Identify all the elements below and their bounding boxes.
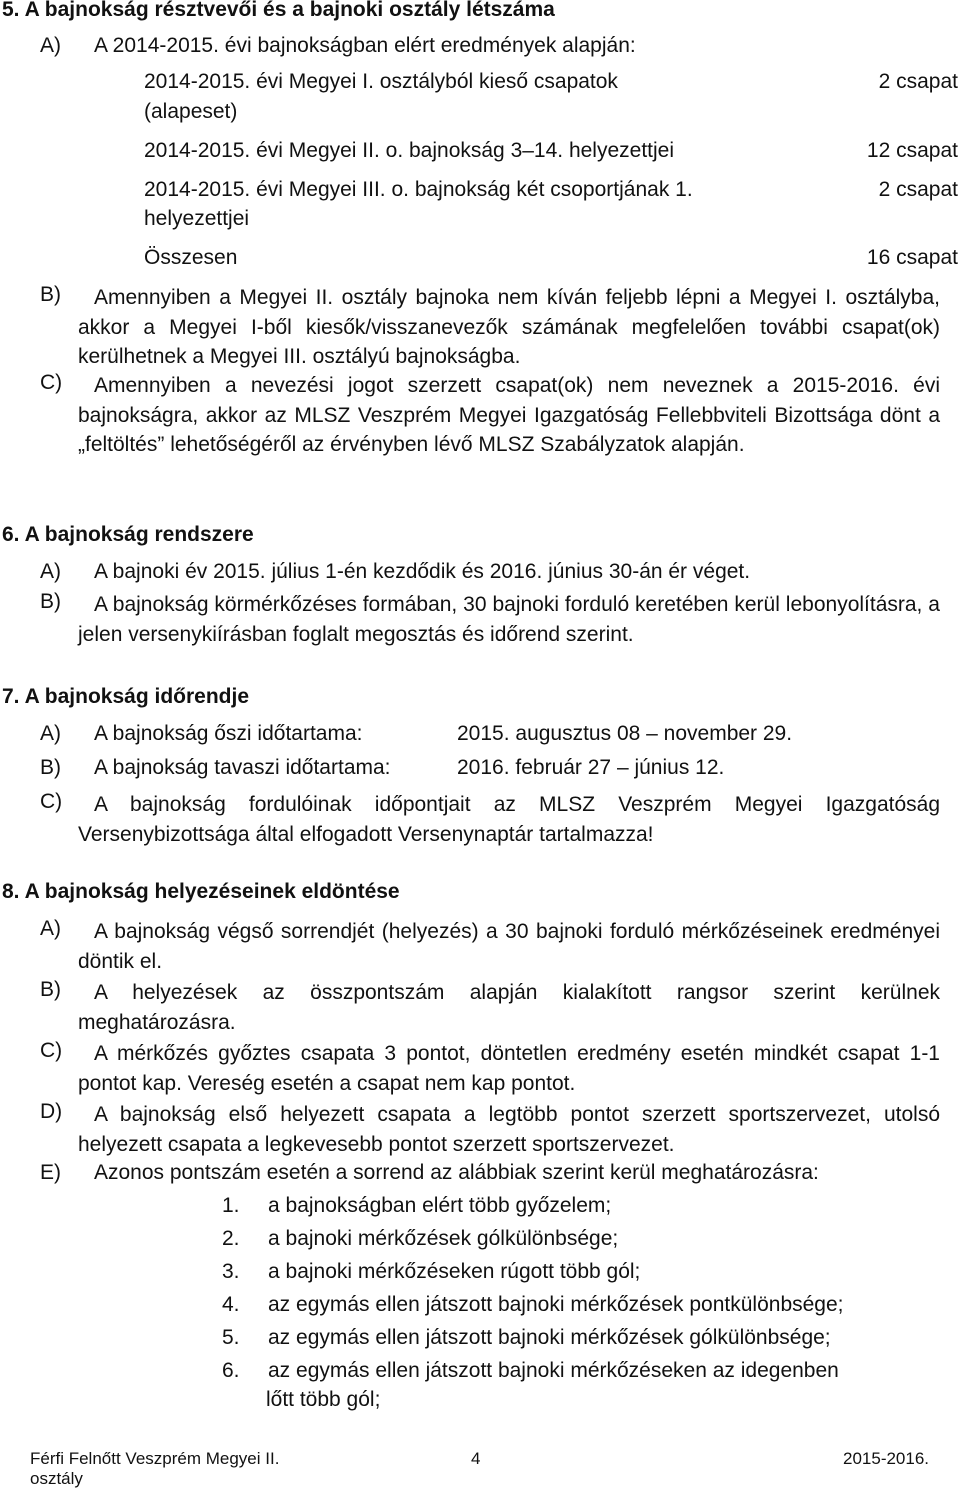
s5-row-3-label: 2014-2015. évi Megyei III. o. bajnokság két csoportjának 1. [144, 178, 693, 201]
s8-list-2-num: 2. [222, 1227, 240, 1250]
s8-c-label: C) [40, 1039, 63, 1062]
s5-b-text: Amennyiben a Megyei II. osztály bajnoka nem kíván feljebb lépni a Megyei I. osztályba, akkor a Megyei I-ből kiesők/visszanevezők számának megfelelően további csapat(ok) kerülhetnek a Megyei III. osztályú bajnokságba. [78, 286, 940, 369]
s7-a-text: A bajnokság őszi időtartama: [94, 722, 363, 745]
s8-list-6-text: az egymás ellen játszott bajnoki mérkőzéseken az idegenben [268, 1359, 839, 1382]
s8-list-4-text: az egymás ellen játszott bajnoki mérkőzések pontkülönbsége; [268, 1293, 844, 1316]
section-8-heading: 8. A bajnokság helyezéseinek eldöntése [2, 880, 400, 903]
s8-b-text: A helyezések az összpontszám alapján kialakított rangsor szerint kerülnek meghatározásra. [78, 981, 940, 1034]
s8-d-label: D) [40, 1100, 63, 1123]
s8-a-text: A bajnokság végső sorrendjét (helyezés) a 30 bajnoki forduló mérkőzéseinek eredményei döntik el. [78, 920, 940, 973]
s7-c-text: A bajnokság fordulóinak időpontjait az MLSZ Veszprém Megyei Igazgatóság Versenybizottsága által elfogadott Versenynaptár tartalmazza! [78, 793, 940, 846]
s5-row-3-value: 2 csapat [878, 178, 958, 201]
s5-row-2-value: 12 csapat [866, 139, 958, 162]
s7-a-label: A) [40, 722, 61, 745]
s8-list-5-num: 5. [222, 1326, 240, 1349]
footer-left-line2: osztály [30, 1469, 83, 1488]
s8-list-4-num: 4. [222, 1293, 240, 1316]
s7-b-label: B) [40, 756, 61, 779]
s5-a-label: A) [40, 34, 61, 57]
footer-season: 2015-2016. [843, 1449, 930, 1468]
s8-c-text: A mérkőzés győztes csapata 3 pontot, döntetlen eredmény esetén mindkét csapat 1-1 pontot kap. Vereség esetén a csapat nem kap pontot. [78, 1042, 940, 1095]
s7-c-label: C) [40, 790, 63, 813]
s7-b-value: 2016. február 27 – június 12. [457, 756, 725, 779]
section-5-heading: 5. A bajnokság résztvevői és a bajnoki osztály létszáma [2, 0, 555, 21]
s5-total-value: 16 csapat [866, 246, 958, 269]
s7-a-value: 2015. augusztus 08 – november 29. [457, 722, 793, 745]
s5-row-1-label2: (alapeset) [144, 100, 238, 123]
s6-b-label: B) [40, 590, 61, 613]
s5-row-1-label: 2014-2015. évi Megyei I. osztályból kieső csapatok [144, 70, 618, 93]
section-6-heading: 6. A bajnokság rendszere [2, 523, 254, 546]
s8-list-3-text: a bajnoki mérkőzéseken rúgott több gól; [268, 1260, 641, 1283]
s8-list-2-text: a bajnoki mérkőzések gólkülönbsége; [268, 1227, 619, 1250]
s6-b-text: A bajnokság körmérkőzéses formában, 30 bajnoki forduló keretében kerül lebonyolításra, a jelen versenykiírásban foglalt megosztás és időrend szerint. [78, 593, 940, 646]
s5-row-1-value: 2 csapat [878, 70, 958, 93]
s8-e-label: E) [40, 1161, 61, 1184]
s5-c-label: C) [40, 371, 63, 394]
s8-list-1-text: a bajnokságban elért több győzelem; [268, 1194, 612, 1217]
section-7-heading: 7. A bajnokság időrendje [2, 685, 249, 708]
s5-a-text: A 2014-2015. évi bajnokságban elért eredmények alapján: [94, 34, 636, 57]
s5-c-text: Amennyiben a nevezési jogot szerzett csapat(ok) nem neveznek a 2015-2016. évi bajnokságra, akkor az MLSZ Veszprém Megyei Igazgatóság Fellebbviteli Bizottsága dönt a „feltöltés” lehetőségéről az érvényben lévő MLSZ Szabályzatok alapján. [78, 374, 940, 457]
footer-left-line1: Férfi Felnőtt Veszprém Megyei II. [30, 1449, 280, 1468]
s5-row-3-label2: helyezettjei [144, 207, 250, 230]
s8-b-label: B) [40, 978, 61, 1001]
s8-list-5-text: az egymás ellen játszott bajnoki mérkőzések gólkülönbsége; [268, 1326, 831, 1349]
s5-total-label: Összesen [144, 246, 238, 269]
s8-d-text: A bajnokság első helyezett csapata a legtöbb pontot szerzett sportszervezet, utolsó helyezett csapata a legkevesebb pontot szerzett sportszervezet. [78, 1103, 940, 1156]
s5-row-2-label: 2014-2015. évi Megyei II. o. bajnokság 3–14. helyezettjei [144, 139, 675, 162]
s8-list-1-num: 1. [222, 1194, 240, 1217]
s6-a-text: A bajnoki év 2015. július 1-én kezdődik és 2016. június 30-án ér véget. [94, 560, 751, 583]
s8-list-6-cont: lőtt több gól; [266, 1388, 381, 1411]
s8-list-3-num: 3. [222, 1260, 240, 1283]
s6-a-label: A) [40, 560, 61, 583]
s8-a-label: A) [40, 917, 61, 940]
s8-list-6-num: 6. [222, 1359, 240, 1382]
s8-e-text: Azonos pontszám esetén a sorrend az alábbiak szerint kerül meghatározásra: [94, 1161, 819, 1184]
s7-b-text: A bajnokság tavaszi időtartama: [94, 756, 391, 779]
s5-b-label: B) [40, 283, 61, 306]
footer-page-number: 4 [471, 1449, 481, 1468]
